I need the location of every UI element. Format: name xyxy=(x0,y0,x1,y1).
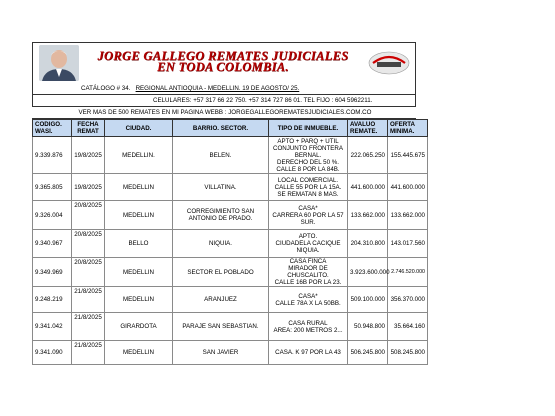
table-row xyxy=(33,230,428,258)
date-value: 19/8/2025 xyxy=(74,183,102,191)
cell-type: CASA RURAL AREA: 200 METROS 2... xyxy=(269,313,348,341)
cell-barrio: NIQUIA. xyxy=(173,230,269,258)
cell-barrio: PARAJE SAN SEBASTIAN. xyxy=(173,313,269,341)
cell-code: 9.341.090 xyxy=(33,341,72,365)
table-row xyxy=(33,341,428,365)
date-value: 21/8/2025 xyxy=(74,314,102,321)
col-header-barrio: BARRIO. SECTOR. xyxy=(173,120,269,137)
catalog-info-line xyxy=(32,83,416,95)
cell-min-offer: 2.746.520.000 xyxy=(388,258,428,287)
cell-type: CASA* CALLE 78A X LA 50BB. xyxy=(269,287,348,313)
cell-appraisal: 441.600.000 xyxy=(348,174,388,201)
cell-appraisal: 506.245.800 xyxy=(348,341,388,365)
table-row xyxy=(33,287,428,313)
cell-city: MEDELLIN xyxy=(105,201,173,230)
cell-code: 9.341.042 xyxy=(33,313,72,341)
cell-code: 9.248.219 xyxy=(33,287,72,313)
cell-min-offer: 356.370.000 xyxy=(388,287,428,313)
cell-date xyxy=(72,287,105,313)
cell-code: 9.339.876 xyxy=(33,137,72,174)
catalog-title xyxy=(85,51,361,73)
table-row xyxy=(33,201,428,230)
cell-min-offer: 508.245.800 xyxy=(388,341,428,365)
table-row xyxy=(33,174,428,201)
cell-barrio: SECTOR EL POBLADO xyxy=(173,258,269,287)
col-header-city: CIUDAD. xyxy=(105,120,173,137)
cell-type: CASA* CARRERA 60 POR LA 57 SUR. xyxy=(269,201,348,230)
cell-code: 9.340.967 xyxy=(33,230,72,258)
cell-city: GIRARDOTA xyxy=(105,313,173,341)
contact-line: CELULARES: +57 317 66 22 750. +57 314 727 86 01. TEL FIJO : 604 5962211. xyxy=(32,95,416,107)
cell-city: BELLO xyxy=(105,230,173,258)
catalog-number: CATÁLOGO # 34. xyxy=(81,85,131,92)
cell-date xyxy=(72,174,105,201)
cell-appraisal: 133.662.000 xyxy=(348,201,388,230)
cell-date xyxy=(72,313,105,341)
cell-barrio: ARANJUEZ xyxy=(173,287,269,313)
col-header-code: CODIGO. WASI. xyxy=(33,120,72,137)
cell-min-offer: 35.664.160 xyxy=(388,313,428,341)
web-line: VER MAS DE 500 REMATES EN MI PAGINA WEBB : JORGEGALLEGOREMATESJUDICIALES.COM.CO xyxy=(32,107,416,119)
col-header-date: FECHA REMAT xyxy=(72,120,105,137)
cell-type: APTO + PARQ + UTIL CONJUNTO FRONTERA BERNAL. DERECHO DEL 50 %. CALLE 8 POR LA 84B. xyxy=(269,137,348,174)
cell-code: 9.365.805 xyxy=(33,174,72,201)
cell-city: MEDELLIN xyxy=(105,258,173,287)
cell-appraisal: 50.948.800 xyxy=(348,313,388,341)
cell-min-offer: 143.017.560 xyxy=(388,230,428,258)
subastas-logo-icon xyxy=(367,49,411,77)
cell-barrio: BELEN. xyxy=(173,137,269,174)
catalog-header xyxy=(32,42,416,83)
date-value: 21/8/2025 xyxy=(74,342,102,349)
title-line-2: EN TODA COLOMBIA. xyxy=(157,60,289,74)
table-row xyxy=(33,137,428,174)
cell-date xyxy=(72,341,105,365)
date-value: 20/8/2025 xyxy=(74,259,102,266)
cell-appraisal: 3.923.600.000 xyxy=(348,258,388,287)
date-value: 20/8/2025 xyxy=(74,202,102,209)
cell-appraisal: 222.065.250 xyxy=(348,137,388,174)
cell-city: MEDELLIN xyxy=(105,287,173,313)
catalog-sheet xyxy=(32,42,425,365)
cell-date xyxy=(72,137,105,174)
date-value: 19/8/2025 xyxy=(74,151,102,159)
col-header-appraisal: AVALUO REMATE. xyxy=(348,120,388,137)
table-header-row xyxy=(33,120,428,137)
table-row xyxy=(33,313,428,341)
cell-type: CASA. K 97 POR LA 43 xyxy=(269,341,348,365)
cell-appraisal: 204.310.800 xyxy=(348,230,388,258)
cell-code: 9.349.969 xyxy=(33,258,72,287)
cell-code: 9.326.004 xyxy=(33,201,72,230)
cell-city: MEDELLIN xyxy=(105,341,173,365)
cell-min-offer: 441.600.000 xyxy=(388,174,428,201)
regional-date: REGIONAL ANTIOQUIA - MEDELLIN. 19 DE AGOSTO/ 25. xyxy=(135,85,300,92)
cell-min-offer: 133.662.000 xyxy=(388,201,428,230)
title-line-1: JORGE GALLEGO REMATES JUDICIALES xyxy=(97,49,349,63)
cell-barrio: SAN JAVIER xyxy=(173,341,269,365)
cell-appraisal: 509.100.000 xyxy=(348,287,388,313)
cell-type: APTO. CIUDADELA CACIQUE NIQUIA. xyxy=(269,230,348,258)
cell-city: MEDELLIN xyxy=(105,174,173,201)
cell-type: CASA FINCA MIRADOR DE CHUSCALITO. CALLE 16B POR LA 23. xyxy=(269,258,348,287)
cell-city: MEDELLIN. xyxy=(105,137,173,174)
cell-date xyxy=(72,201,105,230)
col-header-type: TIPO DE INMUEBLE. xyxy=(269,120,348,137)
col-header-min-offer: OFERTA MINIMA. xyxy=(388,120,428,137)
date-value: 21/8/2025 xyxy=(74,288,102,295)
table-row xyxy=(33,258,428,287)
cell-type: LOCAL COMERCIAL. CALLE 55 POR LA 15A. SE REMATAN 8 MAS. xyxy=(269,174,348,201)
person-photo-icon xyxy=(39,45,79,81)
cell-date xyxy=(72,258,105,287)
auction-table xyxy=(32,119,428,365)
cell-barrio: CORREGIMIENTO SAN ANTONIO DE PRADO. xyxy=(173,201,269,230)
date-value: 20/8/2025 xyxy=(74,231,102,238)
cell-barrio: VILLATINA. xyxy=(173,174,269,201)
cell-min-offer: 155.445.675 xyxy=(388,137,428,174)
cell-date xyxy=(72,230,105,258)
